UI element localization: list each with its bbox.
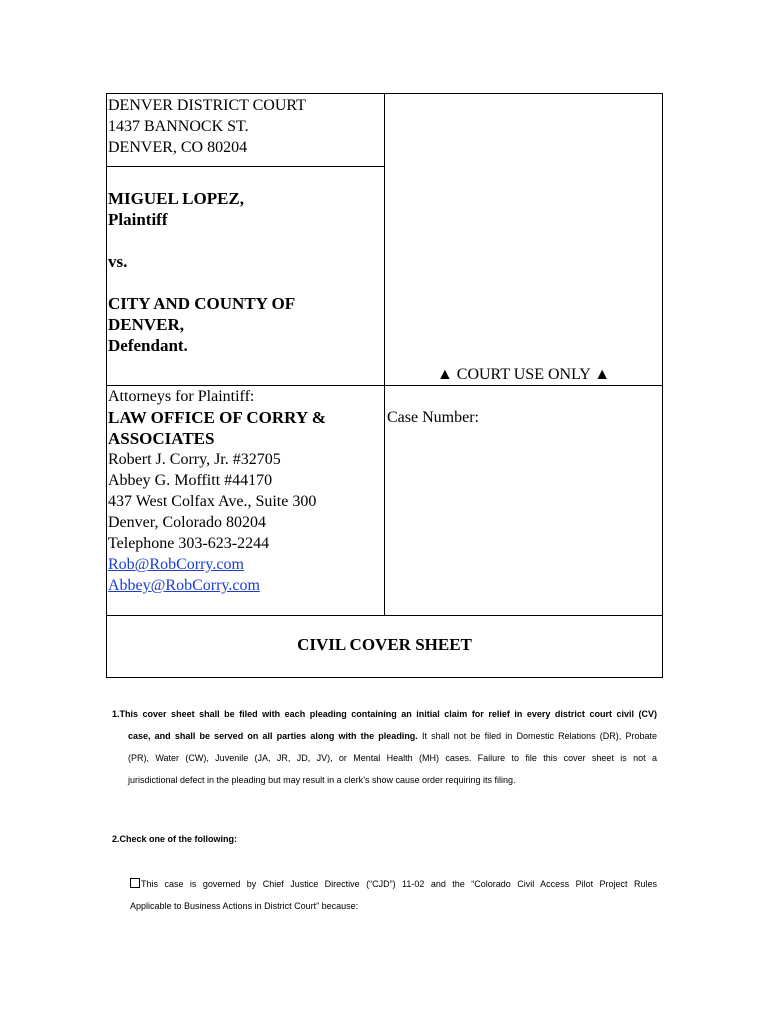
plaintiff-name: MIGUEL LOPEZ, [108,189,245,208]
option1-line1-text: This case is governed by Chief Justice Directive (“CJD”) 11-02 and the “Colorado Civil Access Pilot Project Rules [141,879,657,889]
attorneys-heading: Attorneys for Plaintiff: [108,388,255,405]
instruction-item-2: 2.Check one of the following: [112,834,238,844]
firm-name-line2: ASSOCIATES [108,429,215,448]
row-divider-attorneys [107,615,662,616]
item1-line4: jurisdictional defect in the pleading but may result in a clerk’s show cause order requiring its filing. [128,775,516,785]
row-divider-court [107,166,384,167]
column-divider [384,94,385,615]
court-address-block [108,95,306,158]
attorney-block [108,386,326,596]
document-title: CIVIL COVER SHEET [297,635,472,654]
attorney-1: Robert J. Corry, Jr. #32705 [108,451,281,468]
court-city: DENVER, CO 80204 [108,139,248,156]
parties-block [108,188,295,356]
court-use-only-label: ▲ COURT USE ONLY ▲ [436,366,611,383]
item1-line2-bold: case, and shall be served on all parties along with the pleading. [128,731,418,741]
office-address-2: Denver, Colorado 80204 [108,514,266,531]
plaintiff-role: Plaintiff [108,210,168,229]
instruction-item-1 [112,703,657,791]
item1-line3: (PR), Water (CW), Juvenile (JA, JR, JD, JV), or Mental Health (MH) cases. Failure to file this cover sheet is not a [128,753,657,763]
telephone: Telephone 303-623-2244 [108,535,270,552]
item1-line2-rest: It shall not be filed in Domestic Relations (DR), Probate [417,731,657,741]
item1-line2 [112,725,657,747]
firm-name-line1: LAW OFFICE OF CORRY & [108,408,326,427]
option-1 [130,873,657,917]
versus: vs. [108,252,128,271]
case-number-label: Case Number: [387,409,479,426]
item1-line1: 1.This cover sheet shall be filed with each pleading containing an initial claim for relief in every district court civil (CV) [112,709,657,719]
option1-line2: Applicable to Business Actions in District Court” because: [130,901,359,911]
court-street: 1437 BANNOCK ST. [108,118,249,135]
checkbox-option-1[interactable] [130,878,140,888]
defendant-line2: DENVER, [108,315,185,334]
attorney-2: Abbey G. Moffitt #44170 [108,472,273,489]
email-link-rob[interactable]: Rob@RobCorry.com [108,556,244,573]
option1-line1 [130,873,657,895]
defendant-line1: CITY AND COUNTY OF [108,294,296,313]
email-link-abbey[interactable]: Abbey@RobCorry.com [108,577,260,594]
court-name: DENVER DISTRICT COURT [108,97,306,114]
office-address-1: 437 West Colfax Ave., Suite 300 [108,493,317,510]
defendant-role: Defendant. [108,336,188,355]
case-caption-table [106,93,663,678]
